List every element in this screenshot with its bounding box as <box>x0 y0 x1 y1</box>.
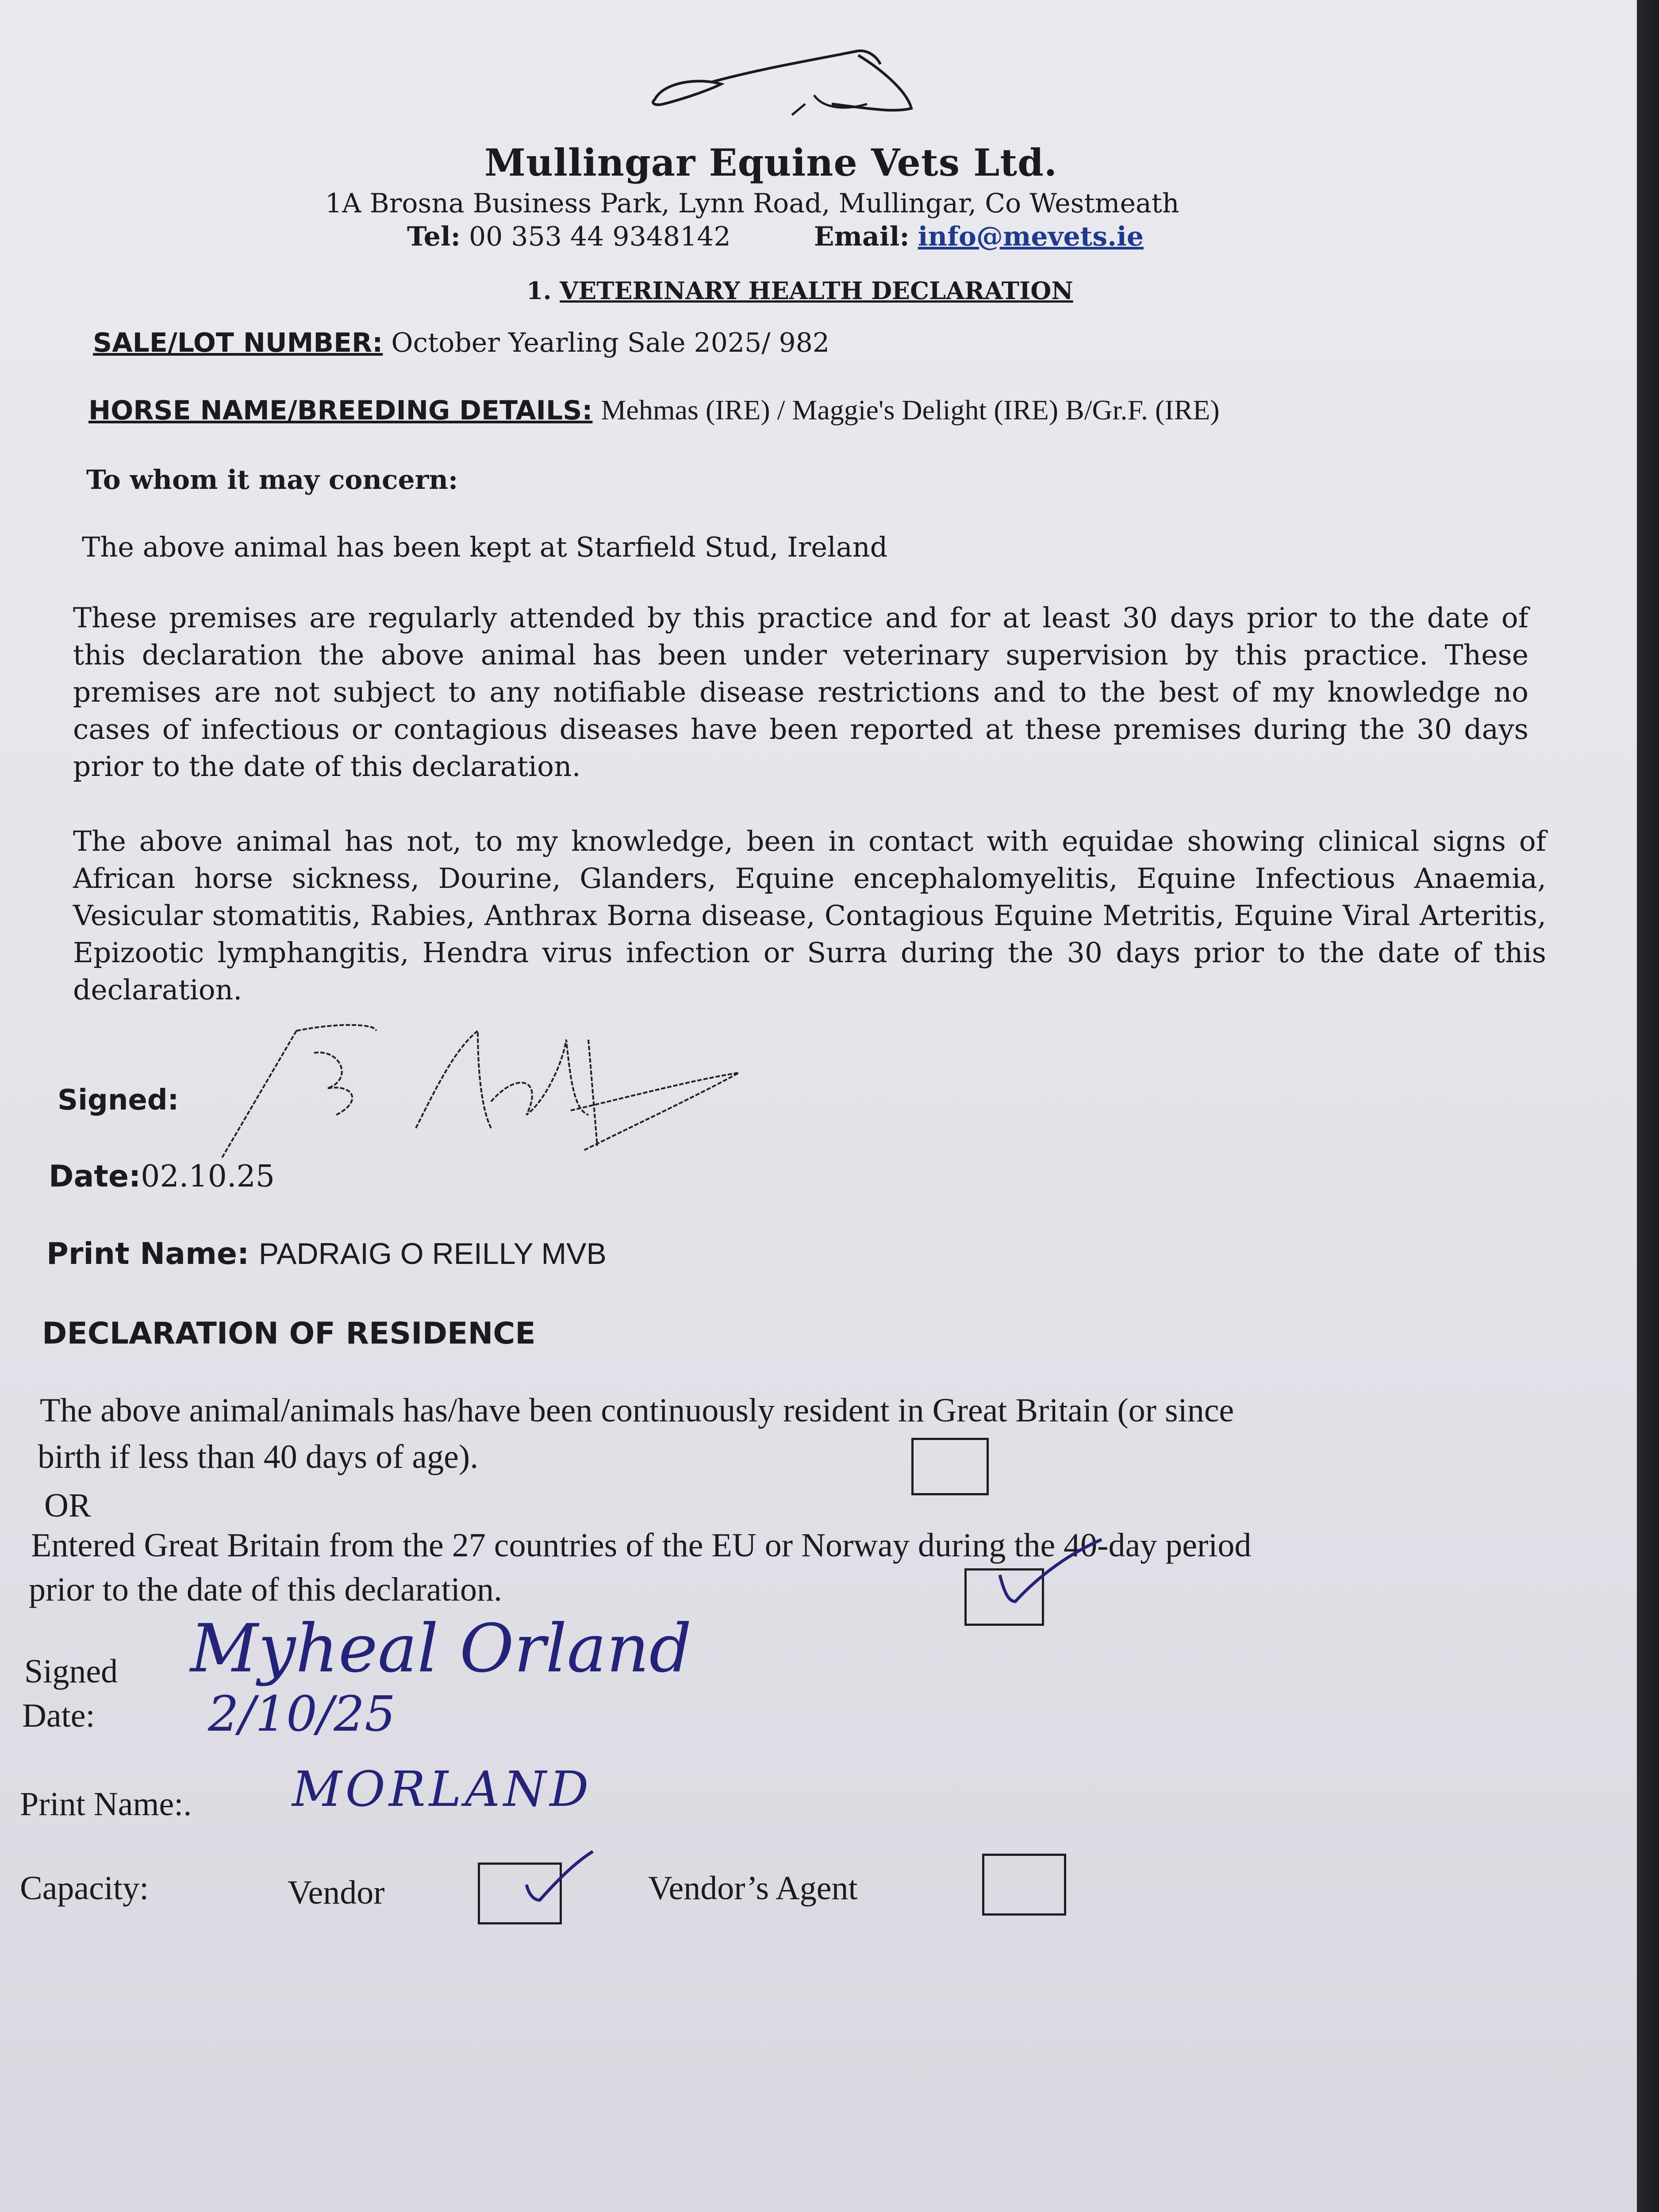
vendor-agent-checkbox[interactable] <box>982 1854 1066 1916</box>
vet-print-name-row <box>46 1237 607 1271</box>
owner-print-name-value: MORLAND <box>292 1761 592 1817</box>
premises-paragraph: These premises are regularly attended by this practice and for at least 30 days prior to the date of this declaration the above animal has been under veterinary supervision by this practice. These premises are not subject to any notifiable disease restrictions and to the best of my knowledge no cases of infectious or contagious diseases have been reported at these premises during the 30 days prior to the date of this declaration. <box>73 602 1528 783</box>
vet-date-label: Date: <box>49 1159 141 1194</box>
vet-date-value: 02.10.25 <box>141 1159 275 1194</box>
owner-date-value: 2/10/25 <box>208 1686 396 1742</box>
horse-details-value: Mehmas (IRE) / Maggie's Delight (IRE) B/Gr.F. (IRE) <box>601 394 1220 426</box>
sale-lot-label: SALE/LOT NUMBER: <box>93 327 383 358</box>
sale-lot-value: October Yearling Sale 2025/ 982 <box>391 327 830 358</box>
vet-signed-label: Signed: <box>58 1084 179 1117</box>
contact-line <box>407 221 1144 252</box>
vet-print-name-label: Print Name: <box>46 1237 250 1271</box>
vendor-agent-label: Vendor’s Agent <box>648 1870 858 1907</box>
declaration-title: VETERINARY HEALTH DECLARATION <box>560 276 1073 305</box>
declaration-heading <box>526 276 1073 305</box>
owner-signed-label: Signed <box>24 1653 118 1690</box>
residence-option-2-line-1: Entered Great Britain from the 27 countries of the EU or Norway during the 40-day period <box>31 1527 1252 1564</box>
residence-option-1-line-2: birth if less than 40 days of age). <box>38 1438 479 1475</box>
owner-print-name-label: Print Name:. <box>20 1786 192 1823</box>
residence-option-1-line-1: The above animal/animals has/have been continuously resident in Great Britain (or since <box>40 1392 1234 1429</box>
or-label: OR <box>44 1487 91 1524</box>
sale-lot-row <box>93 327 830 358</box>
company-name: Mullingar Equine Vets Ltd. <box>484 141 1058 184</box>
kept-at-statement: The above animal has been kept at Starfield Stud, Ireland <box>82 531 888 563</box>
company-address: 1A Brosna Business Park, Lynn Road, Mullingar, Co Westmeath <box>325 188 1179 219</box>
residence-option-1-checkbox[interactable] <box>911 1438 989 1495</box>
owner-date-label: Date: <box>22 1697 95 1734</box>
checkmark-icon <box>509 1845 597 1920</box>
residence-heading: DECLARATION OF RESIDENCE <box>42 1316 536 1351</box>
residence-option-2-line-2: prior to the date of this declaration. <box>29 1571 502 1608</box>
vet-print-name-value: PADRAIG O REILLY MVB <box>258 1237 607 1271</box>
horse-details-row <box>88 394 1220 426</box>
salutation: To whom it may concern: <box>86 465 458 495</box>
vendor-label: Vendor <box>288 1874 385 1911</box>
vet-signature-icon <box>208 1013 752 1181</box>
owner-signature: Myheal Orland <box>190 1610 692 1687</box>
capacity-label: Capacity: <box>20 1870 149 1907</box>
tel-value: 00 353 44 9348142 <box>469 221 731 252</box>
horse-details-label: HORSE NAME/BREEDING DETAILS: <box>88 395 593 426</box>
horse-logo-icon <box>646 42 920 126</box>
disease-contact-paragraph: The above animal has not, to my knowledge, been in contact with equidae showing clinical signs of African horse sickness, Dourine, Glanders, Equine encephalomyelitis, Equine Infectious Anaemia, Vesicular stomatitis, Rabies, Anthrax Borna disease, Contagious Equine Metritis, Equine Viral Arteritis, Epizootic lymphangitis, Hendra virus infection or Surra during the 30 days prior to the date of this declaration. <box>73 825 1546 1006</box>
vet-date-row <box>49 1159 275 1194</box>
declaration-number: 1. <box>526 276 552 305</box>
checkmark-icon <box>991 1535 1106 1615</box>
tel-label: Tel: <box>407 221 461 252</box>
email-label: Email: <box>814 221 910 252</box>
email-link[interactable]: info@mevets.ie <box>918 221 1144 252</box>
